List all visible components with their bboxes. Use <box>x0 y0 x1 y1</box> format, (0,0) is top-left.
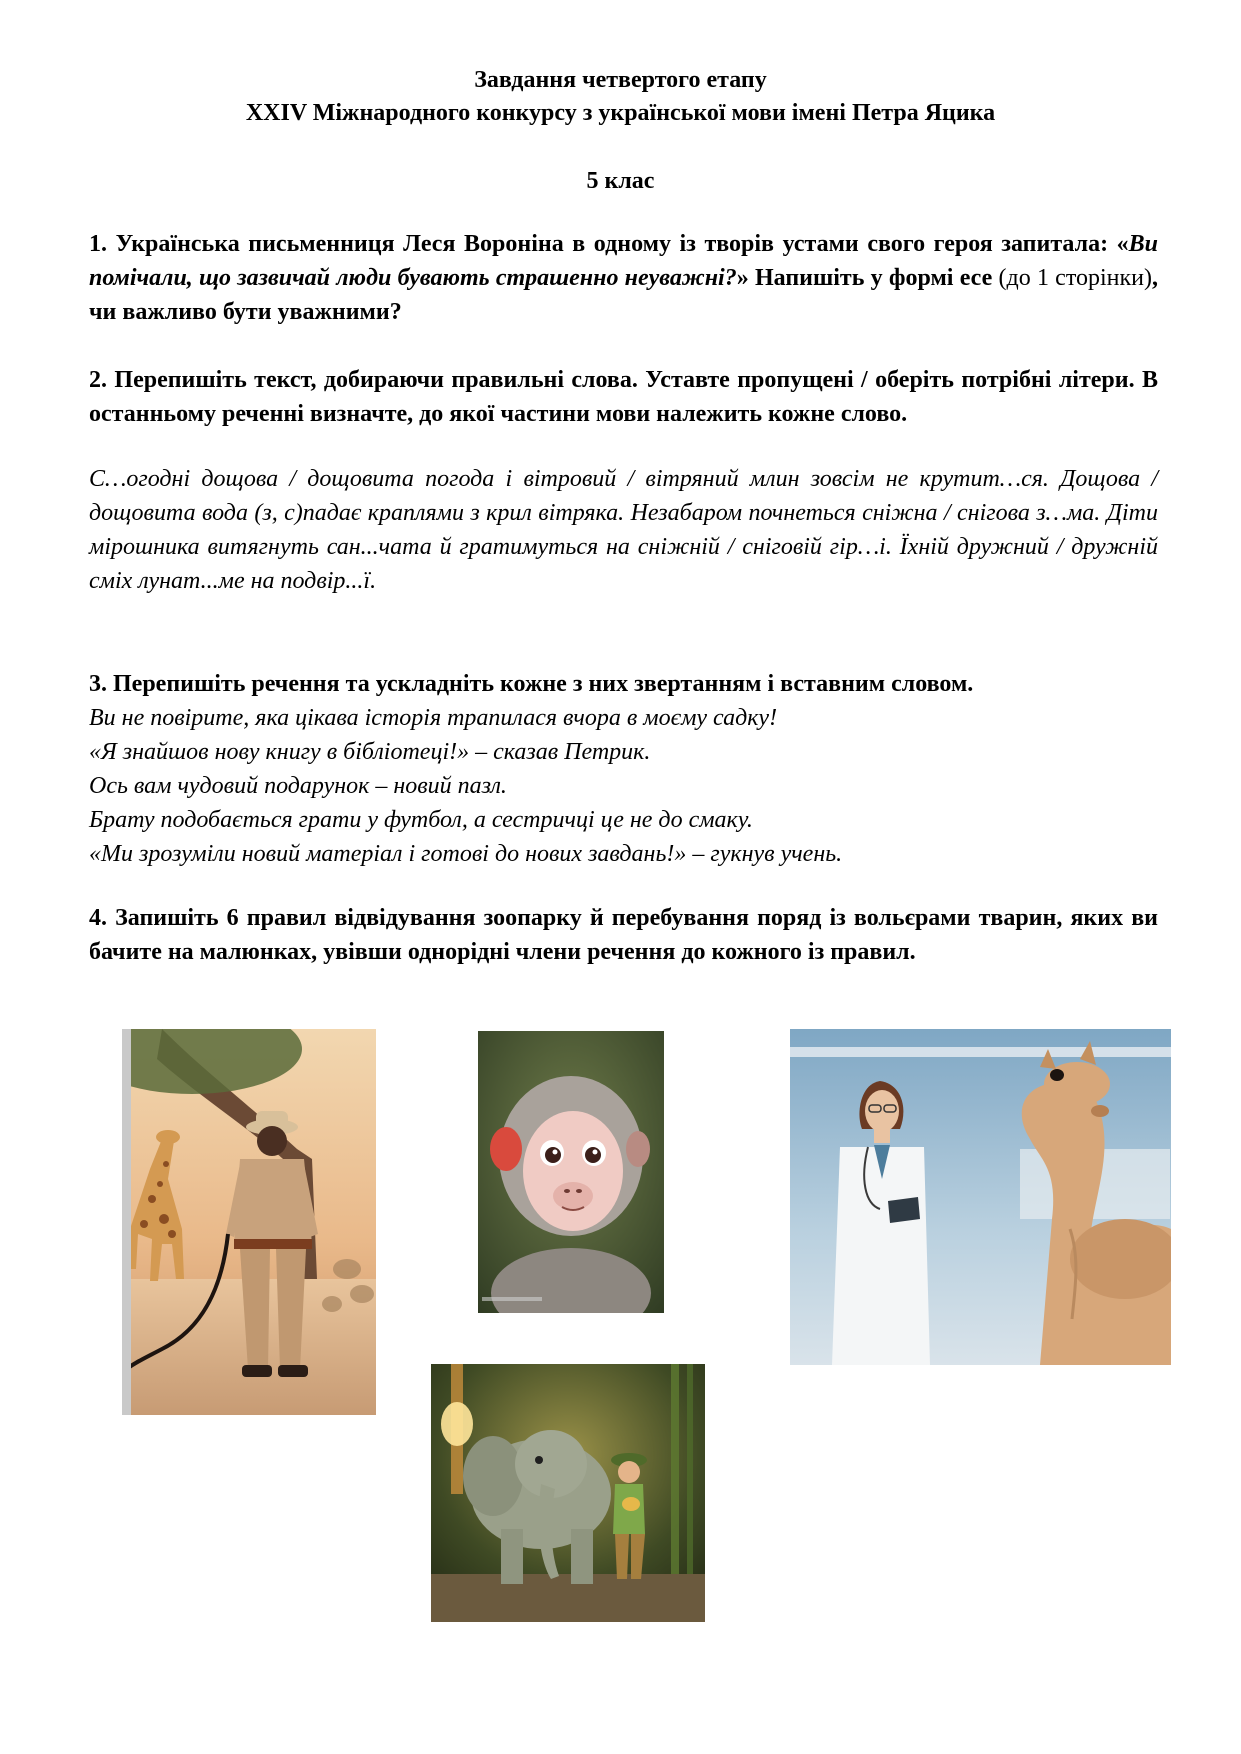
monkey-illustration <box>478 1031 664 1313</box>
veterinarian-camel-illustration <box>790 1029 1171 1365</box>
task-1-instruction: Напишіть у формі есе <box>754 265 993 291</box>
task-3 <box>89 667 1158 871</box>
task-3-sentence: «Я знайшов нову книгу в бібліотеці!» – сказав Петрик. <box>89 739 651 765</box>
task-1-length-note: (до 1 сторінки) <box>998 265 1153 291</box>
monkey-face <box>523 1111 623 1231</box>
task-3-sentence: Ось вам чудовий подарунок – новий пазл. <box>89 773 507 799</box>
monkey-right-ear <box>626 1131 650 1167</box>
task-1-close-quote: » <box>736 265 749 291</box>
task-2-instruction: 2. Перепишіть текст, добираючи правильні слова. Уставте пропущені / оберіть потрібні літери. В останньому реченні визначте, до якої частини мови належить кожне слово. <box>89 367 1158 427</box>
grade-label: 5 клас <box>586 168 655 194</box>
image-edge <box>122 1029 131 1415</box>
ceiling-light <box>790 1047 1171 1057</box>
task-1-question: , чи важливо бути уважними? <box>89 265 1159 325</box>
task-3-sentence: Ви не повірите, яка цікава історія трапилася вчора в моєму садку! <box>89 705 778 731</box>
monkey-muzzle <box>553 1182 593 1210</box>
title-line-1: Завдання четвертого етапу <box>474 67 767 93</box>
task-3-instruction: 3. Перепишіть речення та ускладніть кожне з них звертанням і вставним словом. <box>89 671 974 697</box>
path-ground <box>431 1574 705 1622</box>
task-3-sentence: Брату подобається грати у футбол, а сестричці це не до смаку. <box>89 807 753 833</box>
elephant-keeper-illustration <box>431 1364 705 1622</box>
watermark <box>482 1297 542 1301</box>
monkey-left-ear <box>490 1127 522 1171</box>
task-2-text: С…огодні дощова / дощовита погода і вітровий / вітряний млин зовсім не крутит…ся. Дощова / дощовита вода (з, с)падає краплями з крил вітряка. Незабаром почнеться сніжна / снігова з…ма. Діти мірошника витягнуть сан...чата й гратимуться на сніжній / сніговій гір…і. Їхній дружний / дружній сміх лунат...ме на подвір...ї. <box>89 466 1158 594</box>
zookeeper-giraffe-illustration <box>122 1029 376 1415</box>
task-1-quote: Ви помічали, що зазвичай люди бувають страшенно неуважні? <box>89 231 1158 291</box>
lamp-light <box>441 1402 473 1446</box>
task-4-instruction: 4. Запишіть 6 правил відвідування зоопарку й перебування поряд із вольєрами тварин, яких ви бачите на малюнках, увівши однорідні члени речення до кожного із правил. <box>89 905 1158 965</box>
task-3-sentence: «Ми зрозуміли новий матеріал і готові до нових завдань!» – гукнув учень. <box>89 841 843 867</box>
task-1 <box>89 227 1158 329</box>
task-1-intro: 1. Українська письменниця Леся Вороніна в одному із творів устами свого героя запитала: « <box>89 231 1129 257</box>
title-line-2: XXIV Міжнародного конкурсу з української мови імені Петра Яцика <box>245 100 996 126</box>
